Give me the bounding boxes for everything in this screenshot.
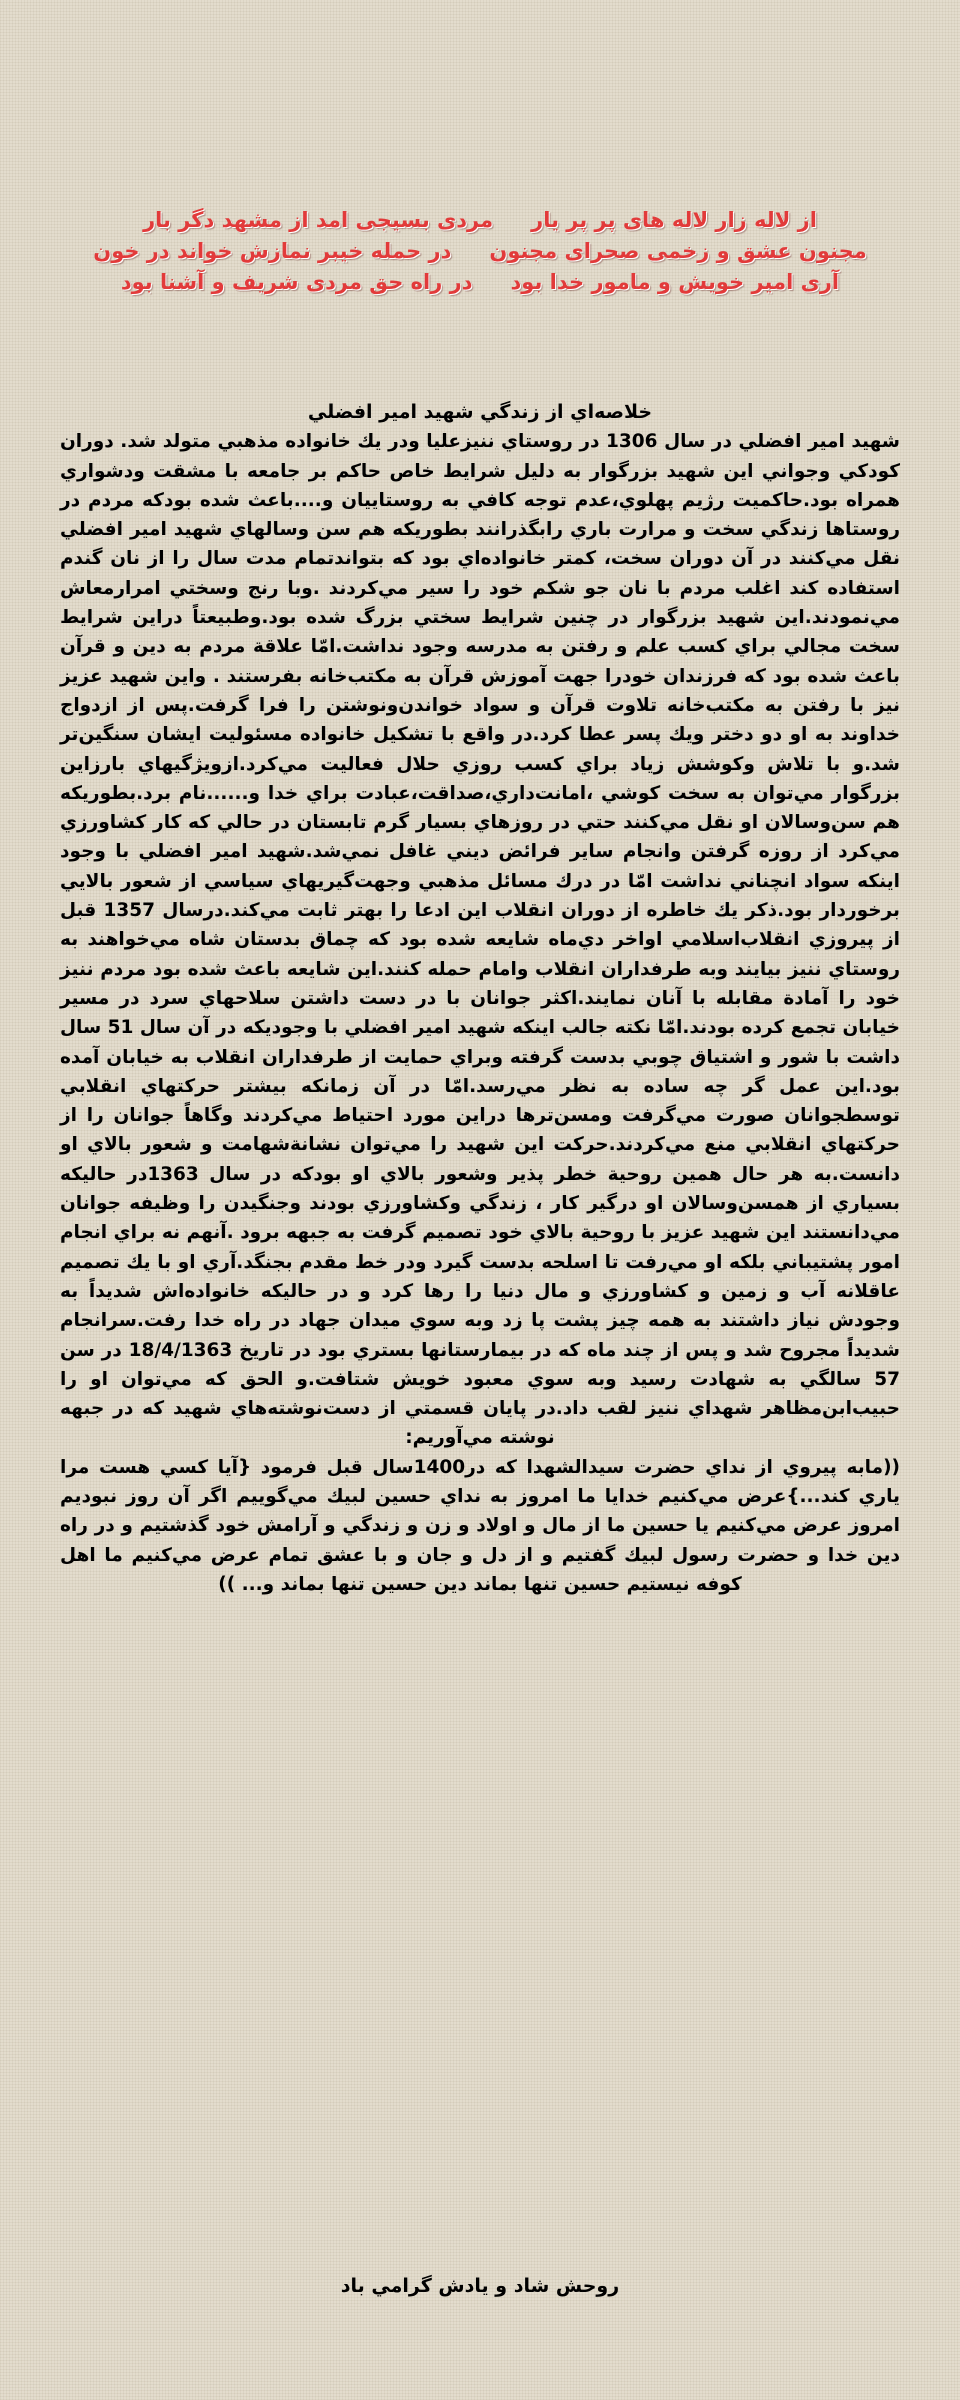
poem-line	[40, 267, 920, 298]
poem-hemistich-right: مجنون عشق و زخمی صحرای مجنون	[489, 239, 867, 263]
poem-hemistich-right: از لاله زار لاله های پر پر یار	[531, 208, 817, 232]
poem-block	[40, 205, 920, 298]
poem-hemistich-left: مردی بسیجی امد از مشهد دگر بار	[143, 208, 494, 232]
closing-line: روحش شاد و يادش گرامي باد	[340, 2275, 620, 2297]
article-quote: ((مابه پيروي از نداي حضرت سيدالشهدا كه در1400سال قبل فرمود {آيا كسي هست مرا ياري كند...}عرض مي‌كنيم خدايا ما امروز به نداي حسين لبيك مي‌گوييم اگر آن روز نبوديم امروز عرض مي‌كنيم يا حسين ما از مال و اولاد و زن و زندگي و آرامش خود گذشتيم و در راه دين خدا و حضرت رسول لبيك گفتيم و از دل و جان و با عشق تمام عرض مي‌كنيم ما اهل كوفه نيستيم حسين تنها بماند دين حسين تنها بماند و... ))	[60, 1456, 900, 1595]
article-title: خلاصه‌اي از زندگي شهيد امير افضلي	[307, 401, 653, 423]
poem-hemistich-left: در حمله خیبر نمازش خواند در خون	[93, 239, 452, 263]
poem-line	[40, 205, 920, 236]
article-body: شهيد امير افضلي در سال 1306 در روستاي ننيزعليا ودر يك خانواده مذهبي متولد شد. دوران كودكي وجواني اين شهيد بزرگوار به دليل شرايط خاص حاكم بر جامعه با مشقت ودشواري همراه بود.حاكميت رژيم پهلوي،عدم توجه كافي به روستاييان و....باعث شده بودكه مردم در روستاها زندگي سخت و مرارت باري رابگذرانند بطوريكه هم سن وسالهاي شهيد امير افضلي نقل مي‌كنند در آن دوران سخت، كمتر خانواده‌اي بود كه بتواندتمام مدت سال را از نان گندم استفاده كند اغلب مردم با نان جو شكم خود را سير مي‌كردند .وبا رنج وسختي امرارمعاش مي‌نمودند.اين شهيد بزرگوار در چنين شرايط سختي بزرگ شده بود.وطبيعتاً دراين شرايط سخت مجالي براي كسب علم و رفتن به مدرسه وجود نداشت.امّا علاقة مردم به دين و قرآن باعث شده بود كه فرزندان خودرا جهت آموزش قرآن به مكتب‌خانه بفرستند . واين شهيد عزيز نيز با رفتن به مكتب‌خانه تلاوت قرآن و سواد خواندن‌ونوشتن را فرا گرفت.پس از ازدواج خداوند به او دو دختر ويك پسر عطا كرد.در واقع با تشكيل خانواده مسئوليت ايشان سنگين‌تر شد.و با تلاش وكوشش زياد براي كسب روزي حلال فعاليت مي‌كرد.ازويژگيهاي بارزاين بزرگوار مي‌توان به سخت كوشي ،امانت‌داري،صداقت،عبادت براي خدا و......نام برد.بطوريكه هم سن‌وسالان او نقل مي‌كنند حتي در روزهاي بسيار گرم تابستان در حالي كه كار كشاورزي مي‌كرد از روزه گرفتن وانجام ساير فرائض ديني غافل نمي‌شد.شهيد امير افضلي با وجود اينكه سواد انچناني نداشت امّا در درك مسائل مذهبي وجهت‌گيريهاي سياسي از شعور بالايي برخوردار بود.ذكر يك خاطره از دوران انقلاب اين ادعا را بهتر ثابت مي‌كند.درسال 1357 قبل از پيروزي انقلاب‌اسلامي اواخر دي‌ماه شايعه شده بود كه چماق بدستان شاه مي‌خواهند به روستاي ننيز بيايند وبه طرفداران انقلاب وامام حمله كنند.اين شايعه باعث شده بود مردم ننيز خود را آمادة مقابله با آنان نمايند.اكثر جوانان با در دست داشتن سلاحهاي سرد در مسير خيابان تجمع كرده بودند.امّا نكته جالب اينكه شهيد امير افضلي با وجوديكه در آن سال 51 سال داشت با شور و اشتياق چوبي بدست گرفته وبراي حمايت از طرفداران انقلاب به خيابان آمده بود.اين عمل گر چه ساده به نظر مي‌رسد.امّا در آن زمانكه بيشتر حركتهاي انقلابي توسطجوانان صورت مي‌گرفت ومسن‌ترها دراين مورد احتياط مي‌كردند وگاهاً جوانان را از حركتهاي انقلابي منع مي‌كردند.حركت اين شهيد را مي‌توان نشانة‌شهامت و شعور بالاي او دانست.به هر حال همين روحية خطر پذير وشعور بالاي او بودكه در سال 1363در حاليكه بسياري از همسن‌وسالان او درگير كار ، زندگي وكشاورزي بودند وجنگيدن را وظيفه جوانان مي‌دانستند اين شهيد عزيز با روحية بالاي خود تصميم گرفت به جبهه برود .آنهم نه براي انجام امور پشتيباني بلكه او مي‌رفت تا اسلحه بدست گيرد ودر خط مقدم بجنگد.آري او با يك تصميم عاقلانه آب و زمين و كشاورزي و مال دنيا را رها كرد و در حاليكه خانواده‌اش شديداً به وجودش نياز داشتند به همه چيز پشت پا زد وبه سوي ميدان جهاد در راه خدا رفت.سرانجام شديداً مجروح شد و پس از چند ماه كه در بيمارستانها بستري بود در تاريخ 18/4/1363 در سن 57 سالگي به شهادت رسيد وبه سوي معبود خويش شتافت.و الحق كه مي‌توان او را حبيب‌ابن‌مظاهر شهداي ننيز لقب داد.در پايان قسمتي از دست‌نوشته‌هاي شهيد كه در جبهه نوشته مي‌آوريم:	[60, 431, 900, 1449]
poem-hemistich-left: در راه حق مردی شریف و آشنا بود	[120, 270, 473, 294]
poem-hemistich-right: آری امیر خویش و مامور خدا بود	[510, 270, 840, 294]
poem-line	[40, 236, 920, 267]
article-block	[60, 398, 900, 1599]
